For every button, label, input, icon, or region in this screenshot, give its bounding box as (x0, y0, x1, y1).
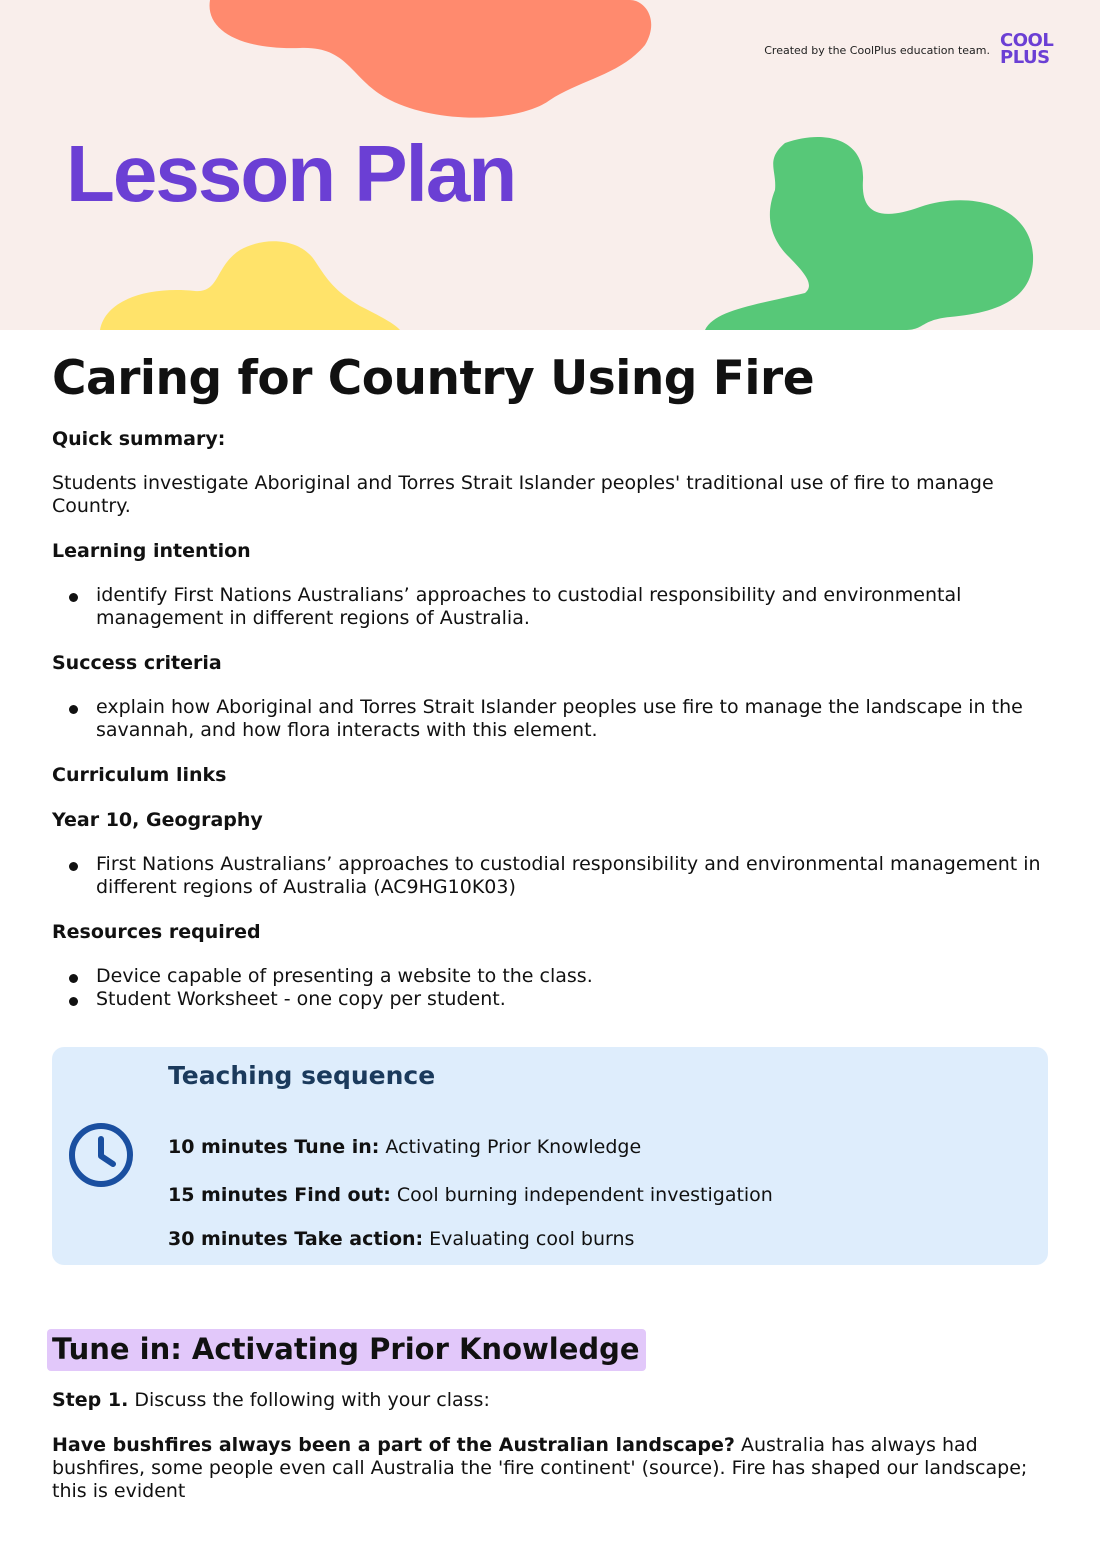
coolplus-logo: COOL PLUS (1000, 30, 1054, 68)
step-1: Step 1. Discuss the following with your class: (52, 1389, 490, 1411)
header-banner (0, 0, 1100, 330)
clock-icon (67, 1121, 135, 1189)
summary-text: Students investigate Aboriginal and Torres Strait Islander peoples' traditional use of fire to manage Country. (52, 472, 994, 517)
list-item: First Nations Australians’ approaches to custodial responsibility and environmental management in different regions of Australia (AC9HG10K03) (52, 853, 1052, 899)
learning-intention-list (52, 584, 1052, 630)
list-item: Student Worksheet - one copy per student. (52, 988, 1052, 1011)
year-subject-label: Year 10, Geography (52, 809, 263, 831)
teaching-sequence-box (52, 1047, 1048, 1265)
list-item: Device capable of presenting a website to the class. (52, 965, 1052, 988)
tune-in-heading: Tune in: Activating Prior Knowledge (47, 1329, 646, 1371)
success-criteria-label: Success criteria (52, 652, 222, 674)
learning-intention-label: Learning intention (52, 540, 251, 562)
list-item: identify First Nations Australians’ approaches to custodial responsibility and environmental management in different regions of Australia. (52, 584, 1052, 630)
bushfire-discussion: Have bushfires always been a part of the Australian landscape? Australia has always had bushfires, some people even call Australia the 'fire continent' (source). Fire has shaped our landscape; this is evident (52, 1434, 1028, 1502)
lesson-plan-title: Lesson Plan (66, 129, 516, 218)
summary-label: Quick summary: (52, 428, 226, 450)
sequence-step: 15 minutes Find out: Cool burning independent investigation (168, 1184, 773, 1206)
curriculum-list (52, 853, 1052, 899)
credit-text: Created by the CoolPlus education team. (764, 44, 990, 57)
resources-list (52, 965, 1052, 1011)
success-criteria-list (52, 696, 1052, 742)
curriculum-links-label: Curriculum links (52, 764, 227, 786)
yellow-blob-decoration (100, 236, 400, 330)
resources-label: Resources required (52, 921, 261, 943)
teaching-sequence-title: Teaching sequence (168, 1061, 436, 1090)
orange-blob-decoration (200, 0, 660, 130)
sequence-step: 30 minutes Take action: Evaluating cool burns (168, 1228, 635, 1250)
green-blob-decoration (705, 135, 1040, 330)
list-item: explain how Aboriginal and Torres Strait Islander peoples use fire to manage the landscape in the savannah, and how flora interacts with this element. (52, 696, 1052, 742)
document-title: Caring for Country Using Fire (52, 351, 815, 406)
sequence-step: 10 minutes Tune in: Activating Prior Knowledge (168, 1136, 642, 1158)
lesson-content (52, 348, 1052, 1011)
